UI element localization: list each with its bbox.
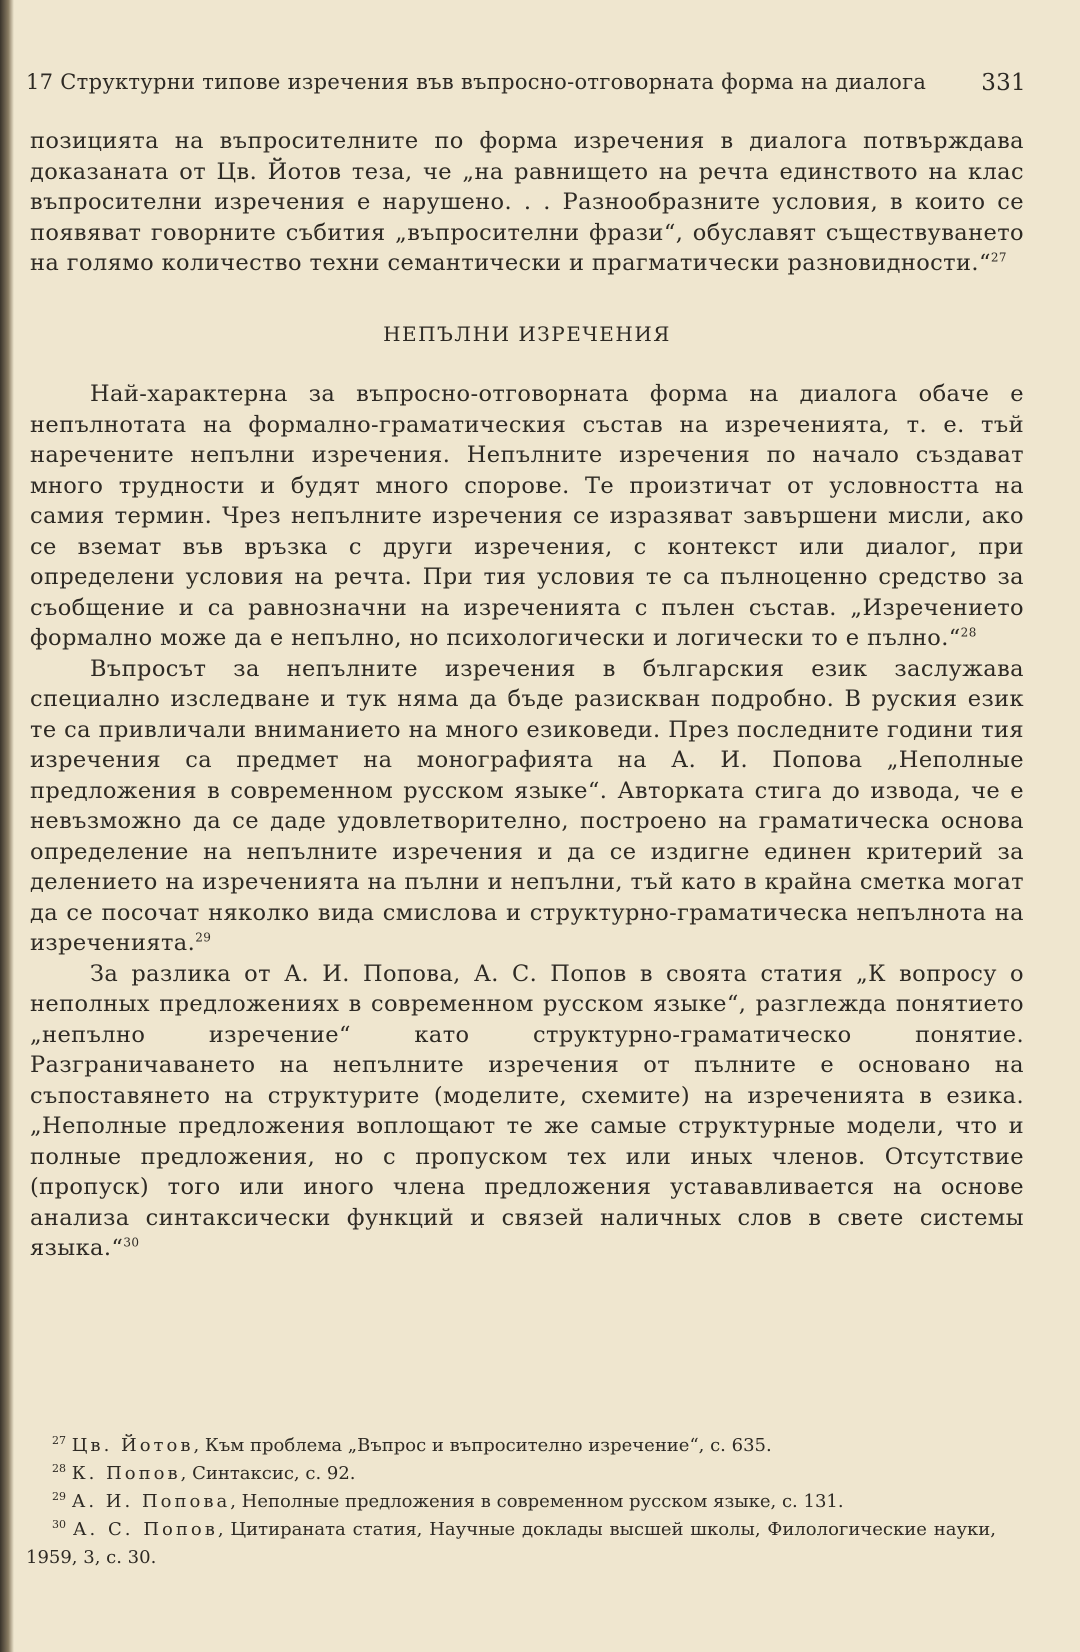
paragraph-4 xyxy=(30,959,1024,1264)
footnote-text: , Цитираната статия, Научные доклады высшей школы, Филологические науки, 1959, 3, с. 30. xyxy=(26,1519,997,1568)
footnote-ref-28: 28 xyxy=(960,625,977,640)
footnote-text: , Към проблема „Въпрос и въпросително изречение“, с. 635. xyxy=(193,1435,772,1456)
paragraph-1-text: позицията на въпросителните по форма изречения в диалога потвърждава доказаната от Цв. Йотов теза, че „на равнището на речта единството на клас въпросителни изречения е нарушено. . . Разнообразните условия, в които се появяват говорните събития „въпросителни фрази“, обуславят съществуването на голямо количество техни семантически и прагматически разновидности.“ xyxy=(30,128,1024,276)
page-number: 331 xyxy=(981,70,1026,96)
footnote-27 xyxy=(26,1432,996,1460)
section-heading: НЕПЪЛНИ ИЗРЕЧЕНИЯ xyxy=(383,321,671,346)
footnote-number: 29 xyxy=(52,1490,66,1503)
footnote-ref-30: 30 xyxy=(123,1235,140,1250)
footnote-ref-27: 27 xyxy=(990,250,1007,265)
footnote-29 xyxy=(26,1488,996,1516)
paragraph-2-text: Най-характерна за въпросно-отговорната форма на диалога обаче е непълнотата на формално-граматическия състав на изреченията, т. е. тъй наречените непълни изречения. Непълните изречения по начало създават много трудности и будят много спорове. Те произтичат от условността на самия термин. Чрез непълните изречения се изразяват завършени мисли, ако се вземат във връзка с други изречения, с контекст или диалог, при определени условия на речта. При тия условия те са пълноценно средство за съобщение и са равнозначни на изреченията с пълен състав. „Изречението формално може да е непълно, но психологически и логически то е пълно.“ xyxy=(30,381,1024,651)
paragraph-3 xyxy=(30,654,1024,959)
footnote-author: Цв. Йотов xyxy=(71,1435,194,1456)
footnote-30 xyxy=(26,1516,996,1572)
main-text xyxy=(30,126,1024,1264)
paragraph-1 xyxy=(30,126,1024,279)
paragraph-2 xyxy=(30,379,1024,654)
footnote-author: К. Попов xyxy=(71,1463,181,1484)
paragraph-3-text: Въпросът за непълните изречения в българския език заслужава специално изследване и тук няма да бъде разискван подробно. В руския език те са привличали вниманието на много езиковеди. През последните години тия изречения са предмет на монографията на А. И. Попова „Неполные предложения в современном русском языке“. Авторката стига до извода, че е невъзможно да се даде удовлетворително, построено на граматическа основа определение на непълните изречения и да се издигне единен критерий за делението на изреченията на пълни и непълни, тъй като в крайна сметка могат да се посочат няколко вида смислова и структурно-граматическа непълнота на изреченията. xyxy=(30,655,1024,956)
book-page xyxy=(26,0,1026,1652)
footnote-text: , Неполные предложения в современном русском языке, с. 131. xyxy=(230,1491,844,1512)
footnotes xyxy=(26,1432,996,1572)
running-header xyxy=(26,70,1026,96)
footnote-number: 27 xyxy=(52,1434,66,1447)
paragraph-4-text: За разлика от А. И. Попова, А. С. Попов в своята статия „К вопросу о неполных предложениях в современном русском языке“, разглежда понятието „непълно изречение“ като структурно-граматическо понятие. Разграничаването на непълните изречения от пълните е основано на съпоставянето на структурите (моделите, схемите) на изреченията в езика. „Неполные предложения воплощают те же самые структурные модели, что и полные предложения, но с пропуском тех или иных членов. Отсутствие (пропуск) того или иного члена предложения устававливается на основе анализа синтаксически функций и связей наличных слов в свете системы языка.“ xyxy=(30,960,1024,1261)
footnote-author: А. И. Попова xyxy=(71,1491,231,1512)
running-title: 17 Структурни типове изречения във въпросно-отговорната форма на диалога xyxy=(26,70,927,94)
footnote-28 xyxy=(26,1460,996,1488)
footnote-number: 28 xyxy=(52,1462,66,1475)
footnote-author: А. С. Попов xyxy=(72,1519,218,1540)
book-spine-shadow xyxy=(0,0,14,1652)
footnote-ref-29: 29 xyxy=(195,930,212,945)
footnote-number: 30 xyxy=(52,1518,66,1531)
footnote-text: , Синтаксис, с. 92. xyxy=(180,1463,356,1484)
